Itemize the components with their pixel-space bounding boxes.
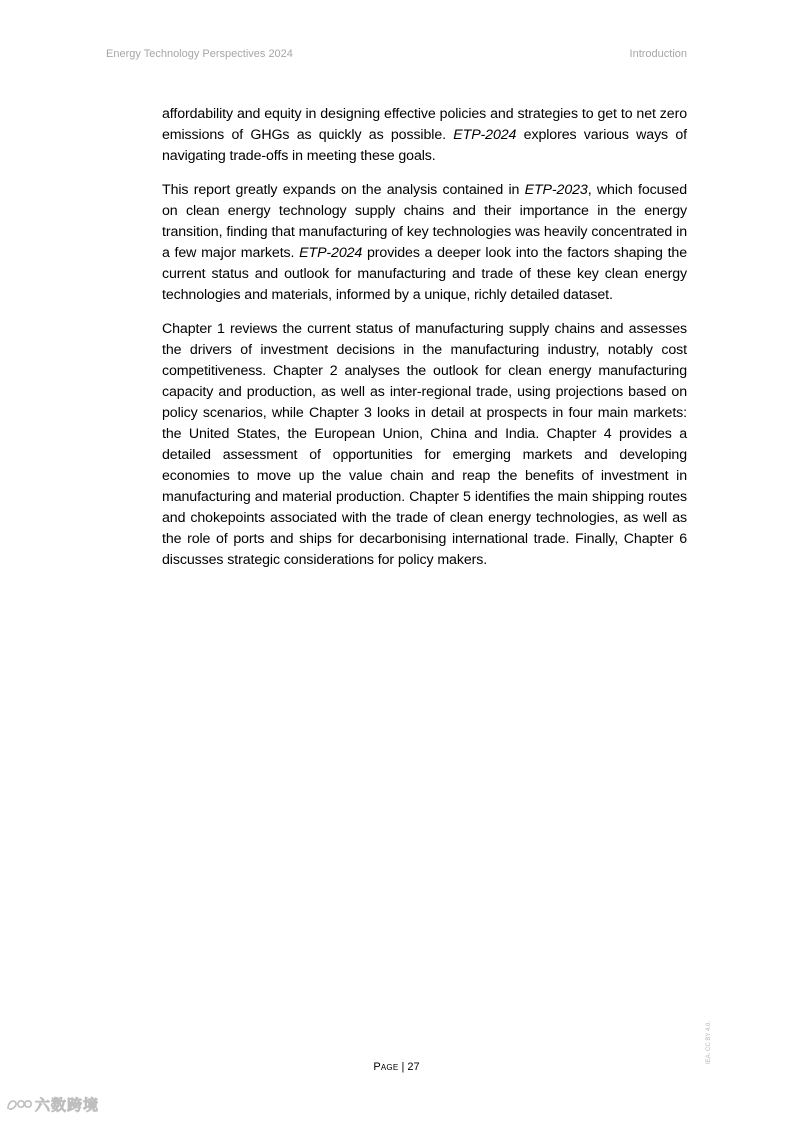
- text-run: , which focused on clean energy technology supply chains and their importance in the energy transition, finding that manufacturing of key technologies was heavily concentrated in a few major markets.: [162, 182, 687, 261]
- watermark-text: 六数跨境: [35, 1097, 100, 1114]
- license-note: IEA. CC BY 4.0.: [706, 1021, 712, 1064]
- paragraph: [162, 180, 687, 306]
- text-run: provides a deeper look into the factors shaping the current status and outlook for manufacturing and trade of these key clean energy technologies and materials, informed by a unique, richly detailed dataset.: [162, 245, 687, 303]
- paragraph: [162, 319, 687, 571]
- watermark: [6, 1094, 99, 1115]
- text-run: This report greatly expands on the analysis contained in: [162, 182, 525, 198]
- running-header-title: Energy Technology Perspectives 2024: [106, 48, 293, 60]
- text-run: affordability and equity in designing effective policies and strategies to get to net zero emissions of GHGs as quickly as possible.: [162, 106, 687, 143]
- running-header-section: Introduction: [629, 48, 687, 60]
- report-title-italic: ETP-2024: [453, 127, 517, 143]
- watermark-logo-icon: [6, 1097, 32, 1113]
- report-title-italic: ETP-2023: [524, 182, 588, 198]
- report-title-italic: ETP-2024: [299, 245, 363, 261]
- text-run: explores various ways of navigating trade-offs in meeting these goals.: [162, 127, 687, 164]
- paragraph: [162, 104, 687, 167]
- page-footer: [0, 1060, 793, 1074]
- page-number: 27: [407, 1061, 420, 1073]
- page-label: Page: [373, 1061, 399, 1073]
- page-separator: |: [398, 1061, 408, 1073]
- body-text: [162, 104, 687, 584]
- text-run: Chapter 1 reviews the current status of manufacturing supply chains and assesses the drivers of investment decisions in the manufacturing industry, notably cost competitiveness. Chapter 2 analyses the outlook for clean energy manufacturing capacity and production, as well as inter-regional trade, using projections based on policy scenarios, while Chapter 3 looks in detail at prospects in four main markets: the United States, the European Union, China and India. Chapter 4 provides a detailed assessment of opportunities for emerging markets and developing economies to move up the value chain and reap the benefits of investment in manufacturing and material production. Chapter 5 identifies the main shipping routes and chokepoints associated with the trade of clean energy technologies, as well as the role of ports and ships for decarbonising international trade. Finally, Chapter 6 discusses strategic considerations for policy makers.: [162, 321, 687, 568]
